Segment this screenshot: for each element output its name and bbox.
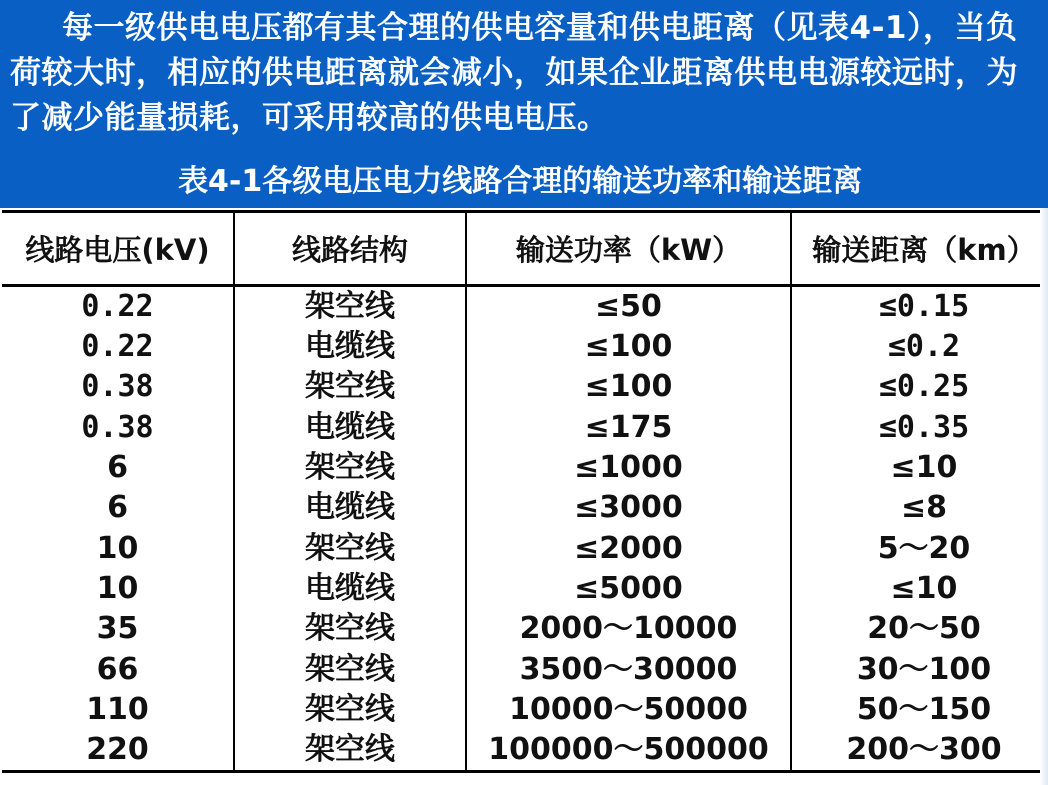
cell-distance: 50～150 xyxy=(856,691,992,727)
cell-distance: ≤0.25 xyxy=(878,369,970,405)
cell-structure: 架空线 xyxy=(234,609,466,649)
cell-distance: 200～300 xyxy=(791,730,1048,772)
cell-structure: 架空线 xyxy=(234,649,466,689)
table-row xyxy=(2,327,1048,367)
table-row xyxy=(2,649,1048,689)
cell-power: ≤2000 xyxy=(466,528,791,568)
header-power: 输送功率（kW） xyxy=(466,212,791,286)
table-row xyxy=(2,609,1048,649)
cell-structure: 架空线 xyxy=(234,286,466,328)
cell-voltage: 10 xyxy=(2,528,234,568)
cell-voltage: 35 xyxy=(2,609,234,649)
table-row xyxy=(2,448,1048,488)
cell-structure: 电缆线 xyxy=(234,327,466,367)
table-row xyxy=(2,367,1048,407)
table-row xyxy=(2,286,1048,328)
cell-distance: ≤8 xyxy=(900,490,947,526)
cell-structure: 电缆线 xyxy=(234,408,466,448)
cell-power: ≤100 xyxy=(466,327,791,367)
cell-voltage: 6 xyxy=(2,488,234,528)
cell-power: ≤3000 xyxy=(466,488,791,528)
table-header-row xyxy=(2,212,1048,286)
cell-voltage: 0.22 xyxy=(2,327,234,367)
cell-power: ≤5000 xyxy=(466,569,791,609)
cell-structure: 电缆线 xyxy=(234,488,466,528)
cell-structure: 架空线 xyxy=(234,448,466,488)
cell-structure: 架空线 xyxy=(234,690,466,730)
cell-voltage: 0.38 xyxy=(2,408,234,448)
cell-structure: 架空线 xyxy=(234,528,466,568)
table-row xyxy=(2,730,1048,772)
intro-banner xyxy=(0,0,1048,208)
cell-distance: ≤0.15 xyxy=(878,289,970,324)
cell-structure: 架空线 xyxy=(234,730,466,772)
cell-distance: 30～100 xyxy=(856,651,992,687)
cell-power: 10000～50000 xyxy=(466,690,791,730)
cell-distance: ≤10 xyxy=(890,570,958,606)
cell-voltage: 6 xyxy=(2,448,234,488)
cell-power: ≤50 xyxy=(466,286,791,328)
cell-power: ≤1000 xyxy=(466,448,791,488)
cell-structure: 架空线 xyxy=(234,367,466,407)
table-row xyxy=(2,569,1048,609)
cell-power: 3500～30000 xyxy=(466,649,791,689)
header-structure: 线路结构 xyxy=(234,212,466,286)
cell-power: 2000～10000 xyxy=(466,609,791,649)
table-caption: 表4-1各级电压电力线路合理的输送功率和输送距离 xyxy=(178,164,863,199)
cell-voltage: 0.38 xyxy=(2,367,234,407)
cell-voltage: 0.22 xyxy=(2,286,234,328)
cell-voltage: 66 xyxy=(2,649,234,689)
cell-power: ≤100 xyxy=(466,367,791,407)
cell-distance: ≤10 xyxy=(890,450,958,486)
cell-structure: 电缆线 xyxy=(234,569,466,609)
table-row xyxy=(2,488,1048,528)
voltage-table xyxy=(2,210,1048,773)
header-distance: 输送距离（km） xyxy=(791,212,1048,286)
cell-power: ≤175 xyxy=(466,408,791,448)
cell-distance: ≤0.2 xyxy=(887,329,961,365)
cell-distance: 5～20 xyxy=(877,530,971,566)
header-voltage: 线路电压(kV) xyxy=(2,212,234,286)
cell-power: 100000～500000 xyxy=(466,730,791,772)
table-row xyxy=(2,528,1048,568)
cell-voltage: 110 xyxy=(2,690,234,730)
right-edge-shade xyxy=(1040,208,1048,785)
cell-distance: 20～50 xyxy=(867,611,981,647)
table-row xyxy=(2,690,1048,730)
cell-distance: ≤0.35 xyxy=(878,409,970,445)
intro-paragraph: 每一级供电电压都有其合理的供电容量和供电距离（见表4-1），当负荷较大时，相应的供电距离就会减小，如果企业距离供电电源较远时，为了减少能量损耗，可采用较高的供电电压。 xyxy=(10,10,1018,136)
cell-voltage: 220 xyxy=(2,730,234,772)
cell-voltage: 10 xyxy=(2,569,234,609)
table-row xyxy=(2,408,1048,448)
